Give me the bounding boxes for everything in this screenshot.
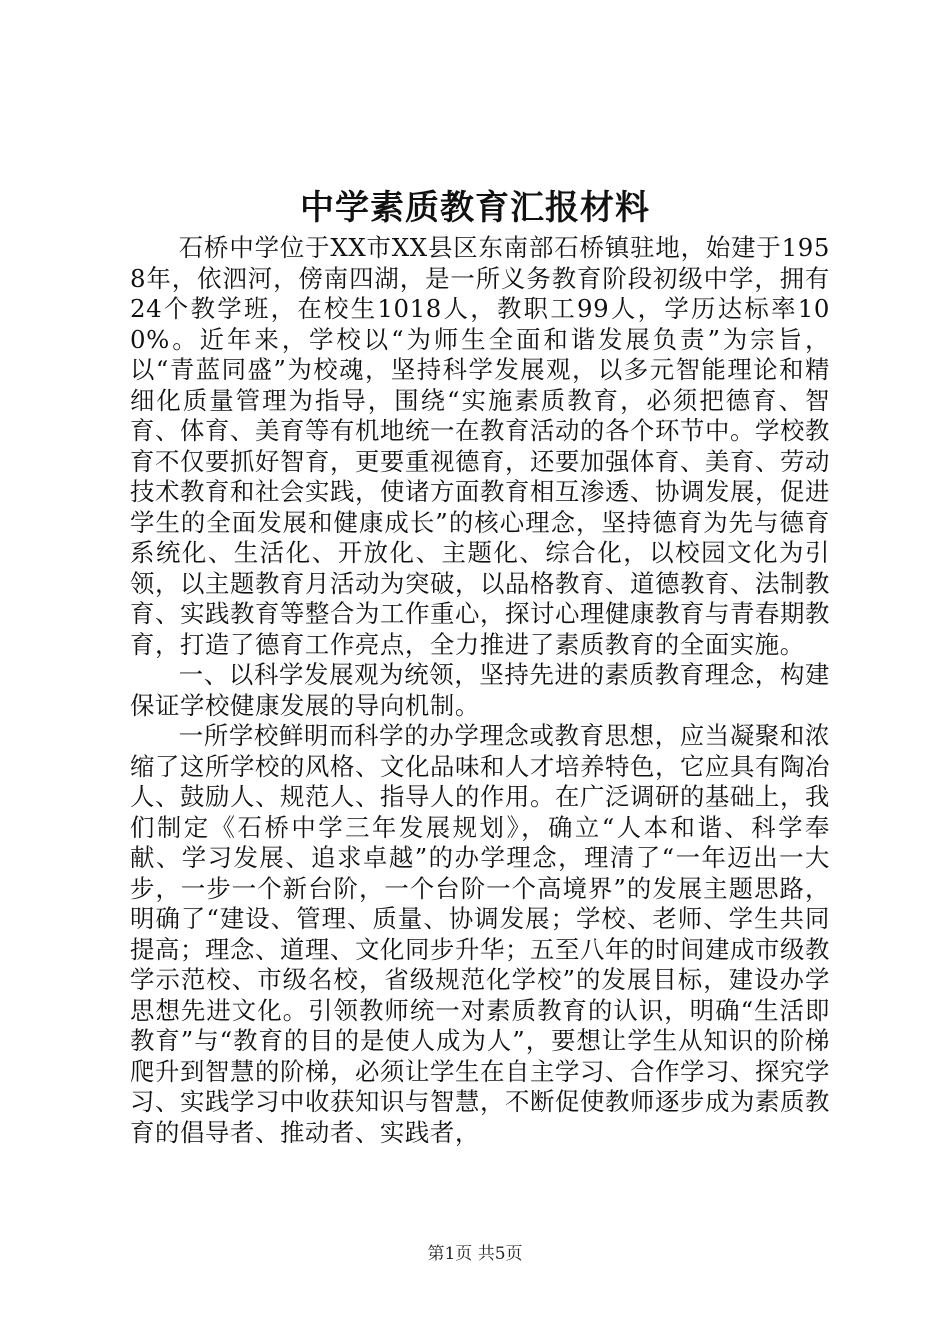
page-number-footer: 第1页 共5页 — [427, 1244, 523, 1264]
paragraph-philosophy: 一所学校鲜明而科学的办学理念或教育思想，应当凝聚和浓缩了这所学校的风格、文化品味和人才培养特色，它应具有陶冶人、鼓励人、规范人、指导人的作用。在广泛调研的基础上，我们制定《石桥中学三年发展规划》，确立“人本和谐、科学奉献、学习发展、追求卓越”的办学理念，理清了“一年迈出一大步，一步一个新台阶，一个台阶一个高境界”的发展主题思路，明确了“建设、管理、质量、协调发展；学校、老师、学生共同提高；理念、道理、文化同步升华；五至八年的时间建成市级教学示范校、市级名校，省级规范化学校”的发展目标，建设办学思想先进文化。引领教师统一对素质教育的认识，明确“生活即教育”与“教育的目的是使人成为人”，要想让学生从知识的阶梯爬升到智慧的阶梯，必须让学生在自主学习、合作学习、探究学习、实践学习中收获知识与智慧，不断促使教师逐步成为素质教育的倡导者、推动者、实践者， — [130, 721, 830, 1147]
paragraph-intro: 石桥中学位于XX市XX县区东南部石桥镇驻地，始建于1958年，依泗河，傍南四湖，是一所义务教育阶段初级中学，拥有24个教学班，在校生1018人，教职工99人，学历达标率100%。近年来，学校以“为师生全面和谐发展负责”为宗旨，以“青蓝同盛”为校魂，坚持科学发展观，以多元智能理论和精细化质量管理为指导，围绕“实施素质教育，必须把德育、智育、体育、美育等有机地统一在教育活动的各个环节中。学校教育不仅要抓好智育，更要重视德育，还要加强体育、美育、劳动技术教育和社会实践，使诸方面教育相互渗透、协调发展，促进学生的全面发展和健康成长”的核心理念，坚持德育为先与德育系统化、生活化、开放化、主题化、综合化，以校园文化为引领，以主题教育月活动为突破，以品格教育、道德教育、法制教育、实践教育等整合为工作重心，探讨心理健康教育与青春期教育，打造了德育工作亮点，全力推进了素质教育的全面实施。 — [130, 233, 830, 659]
document-body — [130, 233, 830, 1148]
document-title: 中学素质教育汇报材料 — [300, 188, 650, 228]
paragraph-section-heading: 一、以科学发展观为统领，坚持先进的素质教育理念，构建保证学校健康发展的导向机制。 — [130, 660, 830, 720]
